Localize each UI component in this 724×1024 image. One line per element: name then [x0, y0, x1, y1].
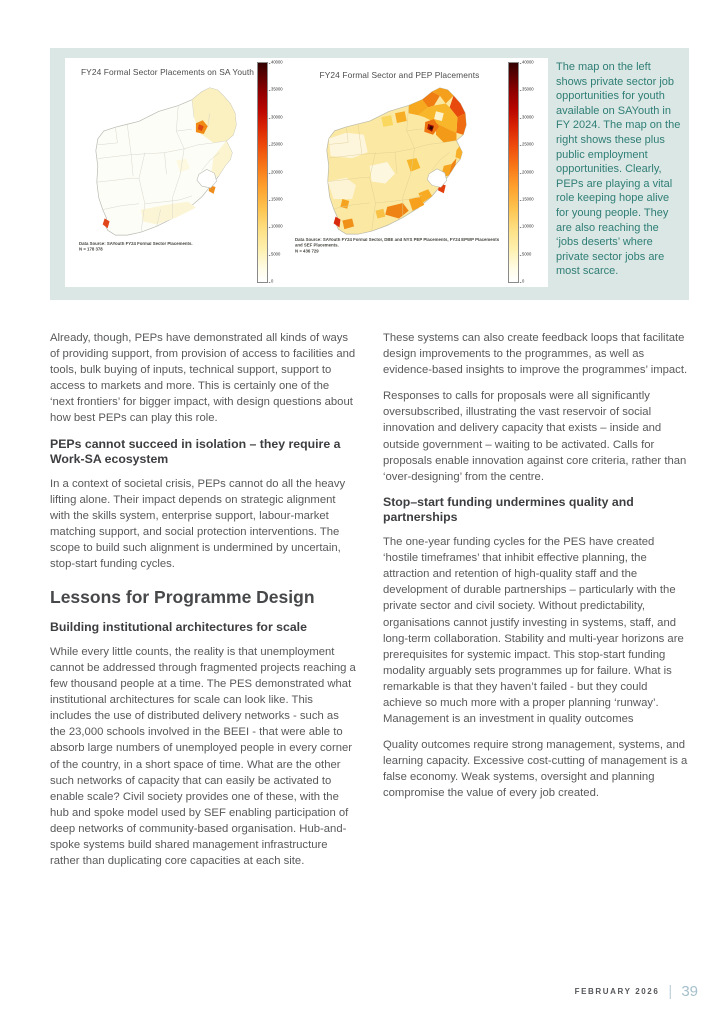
page-footer: [575, 980, 698, 1002]
map2-title: FY24 Formal Sector and PEP Placements: [319, 70, 480, 80]
colorbar-tick: 10000: [522, 225, 534, 230]
article-body: [50, 330, 689, 879]
colorbar-tick: 25000: [271, 142, 283, 148]
colorbar-tick: 15000: [522, 197, 534, 203]
colorbar-tick: 10000: [271, 225, 283, 230]
colorbar-tick: 0: [522, 279, 525, 285]
para-feedback-loops: These systems can also create feedback loops that facilitate design improvements to the programmes, as well as evidence-based insights to improve the programmes’ impact.: [383, 332, 688, 377]
colorbar-tick: 40000: [271, 60, 283, 66]
colorbar-tick: 20000: [522, 170, 534, 175]
para-quality-outcomes: Quality outcomes require strong management, systems, and learning capacity. Excessive cost-cutting of management is a false economy. Weak systems, oversight and planning compromise the value of every job created.: [383, 739, 688, 800]
map2-caption-source: Data Source: SAYouth FY24 Formal Sector, DBE and NYS PEP Placements, FY24 EPWP Placements and SEF Placements.: [295, 238, 500, 248]
colorbar-tick: 40000: [522, 60, 534, 66]
footer-date: FEBRUARY 2026: [574, 986, 660, 996]
heading-peps-isolation: PEPs cannot succeed in isolation – they require a Work-SA ecosystem: [50, 436, 341, 467]
colorbar-tick: 35000: [522, 88, 534, 93]
map2-caption: [295, 238, 504, 255]
para-calls-for-proposals: Responses to calls for proposals were all significantly oversubscribed, illustrating the vast reservoir of social innovation and delivery capacity that exists – inside and outside government – waiting to be activated. Calls for proposals enable innovation against core criteria, rather than ‘over-designing’ from the centre.: [383, 390, 687, 483]
colorbar-tick: 30000: [522, 115, 534, 120]
colorbar-tick: 5000: [271, 252, 281, 257]
colorbar-tick: 20000: [271, 170, 283, 175]
column-left: [50, 330, 356, 879]
para-societal-context: In a context of societal crisis, PEPs cannot do all the heavy lifting alone. Their impact depends on strategic alignment with the skills system, enterprise support, labour-market matching support, and social protection interventions. The scope to build such alignment is undermined by uncertain, stop-start funding cycles.: [50, 477, 346, 571]
map1-caption: [79, 242, 249, 253]
map1-caption-n: N = 178 378: [79, 247, 103, 252]
heading-stop-start-funding: Stop–start funding undermines quality and partnerships: [383, 494, 634, 525]
section-heading-lessons: Lessons for Programme Design: [50, 587, 315, 608]
para-funding-cycles: The one-year funding cycles for the PES have created ‘hostile timeframes’ that inhibit effective planning, the attraction and retention of high-quality staff and the development of durable partnerships – particularly with the private sector and civil society. Without predictability, organisations cannot justify investing in systems, staff, and long-term collaboration. Stability and multi-year horizons are prerequisites for systemic impact. This stop-start funding modality arguably sets programmes up for failure. What is remarkable is that they haven’t failed - but they could achieve so much more with a proper planning ‘runway’. Management is an investment in quality outcomes: [383, 536, 684, 726]
figure-sidebar-note: The map on the left shows private sector job opportunities for youth available on SAYouth in FY 2024. The map on the right shows these plus public employment opportunities. Clearly, PEPs are playing a vital role keeping hope alive for young people. They are also reaching the ‘jobs deserts’ where private sector jobs are most scarce.: [556, 61, 681, 278]
figure-panel: [50, 48, 689, 300]
colorbar-map2: [508, 60, 534, 285]
colorbar-tick: 5000: [522, 252, 532, 257]
colorbar-tick: 15000: [271, 197, 283, 203]
map1-title: FY24 Formal Sector Placements on SA Youth: [80, 67, 255, 77]
south-africa-choropleth-formal-sector: [78, 84, 253, 241]
map2-caption-n: N = 436 729: [295, 249, 319, 254]
south-africa-choropleth-formal-and-pep: [293, 84, 499, 240]
colorbar-tick: 0: [271, 279, 274, 285]
colorbar-map1: [257, 60, 283, 285]
para-institutional-scale: While every little counts, the reality is that unemployment cannot be addressed through fragmented projects reaching a few thousand people at a time. The PES demonstrated what institutional architectures for scale can look like. This includes the use of distributed delivery networks - such as the 23,000 schools involved in the BEEI - that were able to absorb large numbers of unemployed people in every corner of the country, in a short space of time. What are the other such networks of capacity that can easily be activated to enable scale? Civil society provides one of these, with the hub and spoke model used by SEF enabling participation of deep networks of community-based organisation. Hub-and-spoke systems build shared management infrastructure rather than duplicating core capacities at each site.: [50, 645, 356, 868]
colorbar-tick: 35000: [271, 88, 283, 93]
colorbar-tick: 30000: [271, 115, 283, 120]
colorbar-tick: 25000: [522, 142, 534, 148]
heading-architectures: Building institutional architectures for scale: [50, 620, 307, 635]
footer-divider: |: [668, 982, 673, 1000]
para-peps-support: Already, though, PEPs have demonstrated all kinds of ways of providing support, from provision of access to facilities and tools, bulk buying of inputs, technical support, support to access to markets and more. This is certainly one of the ‘next frontiers’ for bigger impact, with design questions about how best PEPs can play this role.: [50, 332, 356, 425]
column-right: [383, 330, 689, 879]
map1-caption-source: Data Source: SAYouth FY24 Formal Sector Placements.: [79, 242, 193, 247]
page-number: 39: [681, 982, 698, 1000]
maps-white-panel: [65, 58, 548, 287]
